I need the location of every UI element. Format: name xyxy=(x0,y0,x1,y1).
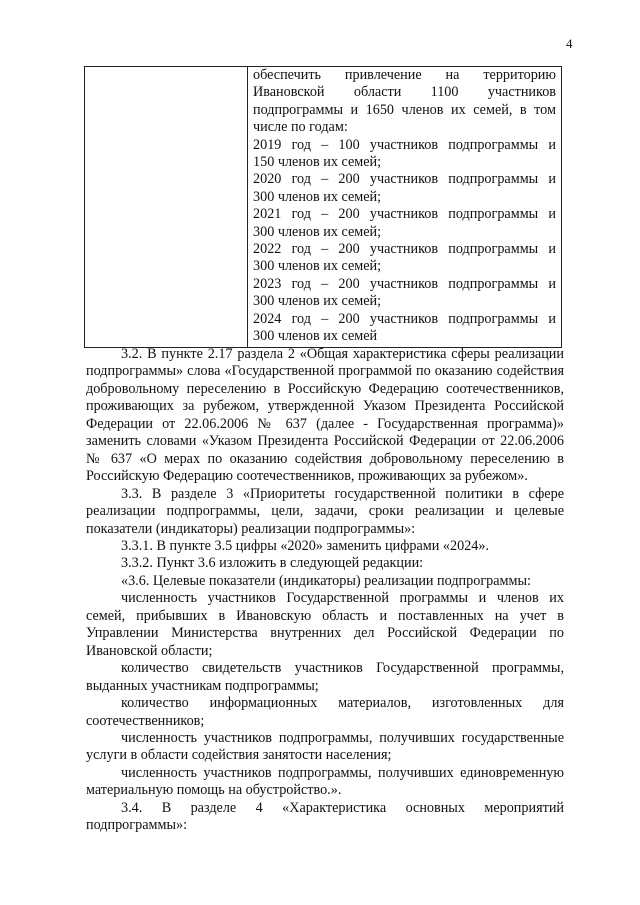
table-line: 300 членов их семей; xyxy=(253,258,382,275)
table-line: 2021 год – 200 участников подпрограммы и xyxy=(253,206,556,223)
paragraph: численность участников подпрограммы, получивших государственные услуги в области содействия занятости населения; xyxy=(86,729,564,764)
table-line: подпрограммы и 1650 членов их семей, в том xyxy=(253,101,556,118)
table-line: обеспечить привлечение на территорию xyxy=(253,67,556,83)
indicator-table xyxy=(84,66,562,348)
table-row xyxy=(85,67,562,348)
table-line: 2022 год – 200 участников подпрограммы и xyxy=(253,241,556,258)
paragraph: количество свидетельств участников Государственной программы, выданных участникам подпрограммы; xyxy=(86,660,564,694)
table-line: 300 членов их семей; xyxy=(253,223,382,240)
table-left-cell xyxy=(85,67,248,348)
table-right-cell xyxy=(248,67,562,348)
table-line: 300 членов их семей xyxy=(253,328,378,345)
table-line: Ивановской области 1100 участников xyxy=(253,84,556,101)
paragraph: 3.2. В пункте 2.17 раздела 2 «Общая характеристика сферы реализации подпрограммы» слова «Государственной программой по оказанию содействия добровольному переселению в Российскую Федерацию соотечественников, проживающих за рубежом, утвержденной Указом Президента Российской Федерации от 22.06.2006 № 637 (далее - Государственная программа)» заменить словами «Указом Президента Российской Федерации от 22.06.2006 № 637 «О мерах по оказанию содействия добровольному переселению в Российскую Федерацию соотечественников, проживающих за рубежом». xyxy=(86,346,564,485)
table-line: числе по годам: xyxy=(253,119,348,136)
table-line: 2020 год – 200 участников подпрограммы и xyxy=(253,171,556,188)
paragraph: 3.3. В разделе 3 «Приоритеты государственной политики в сфере реализации подпрограммы, цели, задачи, сроки реализации и целевые показатели (индикаторы) реализации подпрограммы»: xyxy=(86,485,564,537)
paragraph: количество информационных материалов, изготовленных для соотечественников; xyxy=(86,695,564,729)
paragraph: 3.3.1. В пункте 3.5 цифры «2020» заменить цифрами «2024». xyxy=(121,537,490,554)
table-line: 300 членов их семей; xyxy=(253,293,382,310)
page-number: 4 xyxy=(566,36,573,51)
table-line: 150 членов их семей; xyxy=(253,154,382,171)
table-line: 2019 год – 100 участников подпрограммы и xyxy=(253,136,556,153)
paragraph: численность участников подпрограммы, получивших единовременную материальную помощь на обустройство.». xyxy=(86,764,564,799)
paragraph: «3.6. Целевые показатели (индикаторы) реализации подпрограммы: xyxy=(121,572,531,589)
document-body xyxy=(86,346,564,835)
paragraph: 3.3.2. Пункт 3.6 изложить в следующей редакции: xyxy=(121,555,424,572)
table-line: 2023 год – 200 участников подпрограммы и xyxy=(253,275,556,292)
paragraph: 3.4. В разделе 4 «Характеристика основных мероприятий подпрограммы»: xyxy=(86,799,564,834)
table-line: 300 членов их семей; xyxy=(253,188,382,205)
table-line: 2024 год – 200 участников подпрограммы и xyxy=(253,310,556,327)
paragraph: численность участников Государственной программы и членов их семей, прибывших в Ивановскую область и поставленных на учет в Управлении Министерства внутренних дел Российской Федерации по Ивановской области; xyxy=(86,590,564,659)
